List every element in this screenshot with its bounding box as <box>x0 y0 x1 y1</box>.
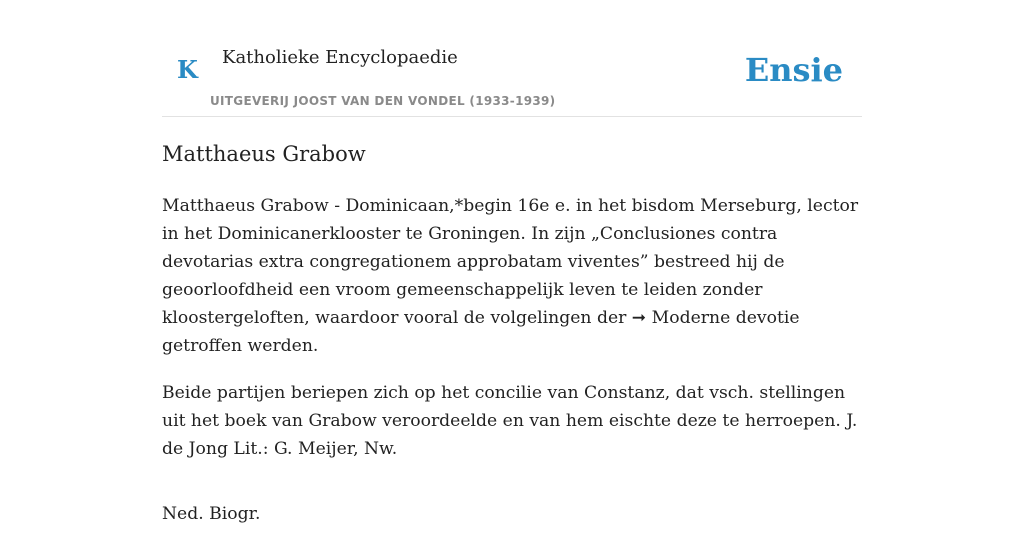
header <box>162 0 862 117</box>
paragraph-2: Beide partijen beriepen zich op het concilie van Constanz, dat vsch. stellingen uit het boek van Grabow veroordeelde en van hem eischte deze te herroepen. J. de Jong Lit.: G. Meijer, Nw. <box>162 383 858 459</box>
book-title[interactable]: Katholieke Encyclopaedie <box>222 47 458 68</box>
paragraph-1 <box>162 192 862 360</box>
book-logo-icon[interactable]: K <box>177 55 198 84</box>
paragraph-1-text: Matthaeus Grabow - Dominicaan,*begin 16e e. in het bisdom Merseburg, lector in het Dominicanerklooster te Groningen. In zijn „Conclusiones contra devotarias extra congregationem approbatam viventes” bestreed hij de geoorloofdheid een vroom gemeenschappelijk leven te leiden zonder kloostergeloften, waardoor vooral de volgelingen der <box>162 196 859 328</box>
page-container <box>162 0 862 524</box>
article-body <box>162 192 862 547</box>
arrow-icon: ➞ <box>631 308 647 328</box>
moderne-devotie-link-label: Moderne devotie <box>646 308 800 328</box>
paragraph-3: Ned. Biogr. <box>162 504 261 524</box>
page-title: Matthaeus Grabow <box>162 142 366 166</box>
paragraph-1-tail: getroffen werden. <box>162 336 319 356</box>
publisher-label: UITGEVERIJ JOOST VAN DEN VONDEL (1933-1939) <box>210 94 556 108</box>
moderne-devotie-link[interactable] <box>632 308 800 328</box>
brand-logo-link[interactable]: Ensie <box>744 51 843 89</box>
